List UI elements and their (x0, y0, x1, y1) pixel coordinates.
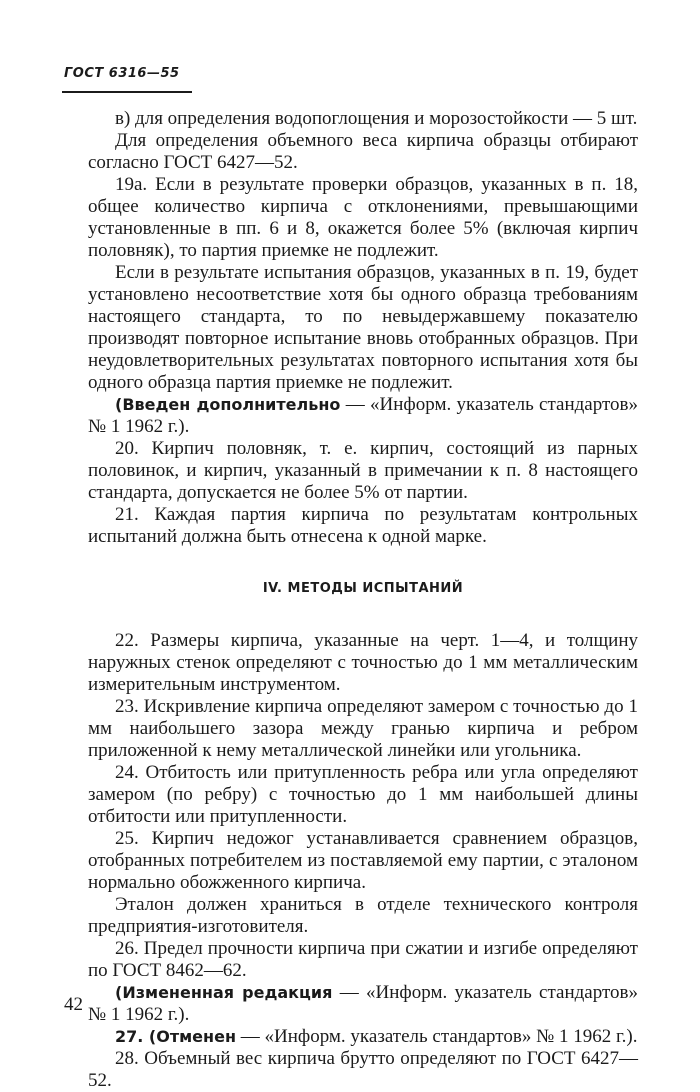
paragraph-text: Для определения объемного веса кирпича образцы отбирают согласно ГОСТ 6427—52. (88, 130, 638, 173)
paragraph (88, 696, 638, 762)
paragraph (88, 504, 638, 548)
header-rule (62, 91, 192, 93)
paragraph-text: Эталон должен храниться в отделе технического контроля предприятия-изготовителя. (88, 894, 638, 937)
paragraph (88, 108, 638, 130)
paragraph (88, 130, 638, 174)
paragraph-text: 19а. Если в результате проверки образцов, указанных в п. 18, общее количество кирпича с отклонениями, превышающими установленные в пп. 6 и 8, окажется более 5% (включая кирпич половняк), то партия приемке не подлежит. (88, 174, 638, 261)
paragraph (88, 762, 638, 828)
paragraph (88, 828, 638, 894)
paragraph-bold-lead: (Измененная редакция (115, 983, 333, 1002)
paragraph-text: 25. Кирпич недожог устанавливается сравнением образцов, отобранных потребителем из поставляемой ему партии, с эталоном нормально обожженного кирпича. (88, 828, 638, 893)
paragraphs-bottom (88, 630, 638, 1092)
paragraph-text: 26. Предел прочности кирпича при сжатии и изгибе определяют по ГОСТ 8462—62. (88, 938, 638, 981)
document-body (88, 108, 638, 1092)
paragraph-text: 28. Объемный вес кирпича брутто определяют по ГОСТ 6427—52. (88, 1048, 638, 1091)
document-header: ГОСТ 6316—55 (64, 66, 180, 81)
paragraph (88, 1026, 638, 1048)
paragraph (88, 982, 638, 1026)
paragraph-bold-lead: (Введен дополнительно (115, 395, 341, 414)
paragraph-text: — «Информ. указатель стандартов» № 1 1962 г.). (88, 982, 639, 1025)
paragraph-text: 24. Отбитость или притупленность ребра или угла определяют замером (по ребру) с точностью до 1 мм наибольшей длины отбитости или притупленности. (88, 762, 638, 827)
page-number: 42 (64, 994, 83, 1015)
paragraph-text: — «Информ. указатель стандартов» № 1 1962 г.). (236, 1026, 638, 1047)
paragraph (88, 1048, 638, 1092)
paragraph-text: 20. Кирпич половняк, т. е. кирпич, состоящий из парных половинок, и кирпич, указанный в примечании к п. 8 настоящего стандарта, допускается не более 5% от партии. (88, 438, 638, 503)
section-heading: IV. МЕТОДЫ ИСПЫТАНИЙ (262, 581, 464, 596)
paragraph-text: 23. Искривление кирпича определяют замером с точностью до 1 мм наибольшего зазора между гранью кирпича и ребром приложенной к нему металлической линейки или угольника. (88, 696, 638, 761)
paragraph (88, 174, 638, 262)
paragraph (88, 938, 638, 982)
paragraph (88, 262, 638, 394)
paragraph (88, 630, 638, 696)
paragraph (88, 438, 638, 504)
paragraph-bold-lead: 27. (Отменен (115, 1027, 236, 1046)
paragraph-text: Если в результате испытания образцов, указанных в п. 19, будет установлено несоответствие хотя бы одного образца требованиям настоящего стандарта, то по невыдержавшему показателю производят повторное испытание вновь отобранных образцов. При неудовлетворительных результатах повторного испытания хотя бы одного образца партия приемке не подлежит. (88, 262, 638, 393)
paragraphs-top (88, 108, 638, 548)
paragraph-text: 21. Каждая партия кирпича по результатам контрольных испытаний должна быть отнесена к одной марке. (88, 504, 638, 547)
paragraph-text: — «Информ. указатель стандартов» № 1 1962 г.). (88, 394, 638, 437)
paragraph (88, 394, 638, 438)
paragraph-text: в) для определения водопоглощения и морозостойкости — 5 шт. (115, 108, 638, 129)
paragraph-text: 22. Размеры кирпича, указанные на черт. 1—4, и толщину наружных стенок определяют с точностью до 1 мм металлическим измерительным инструментом. (88, 630, 638, 695)
paragraph (88, 894, 638, 938)
